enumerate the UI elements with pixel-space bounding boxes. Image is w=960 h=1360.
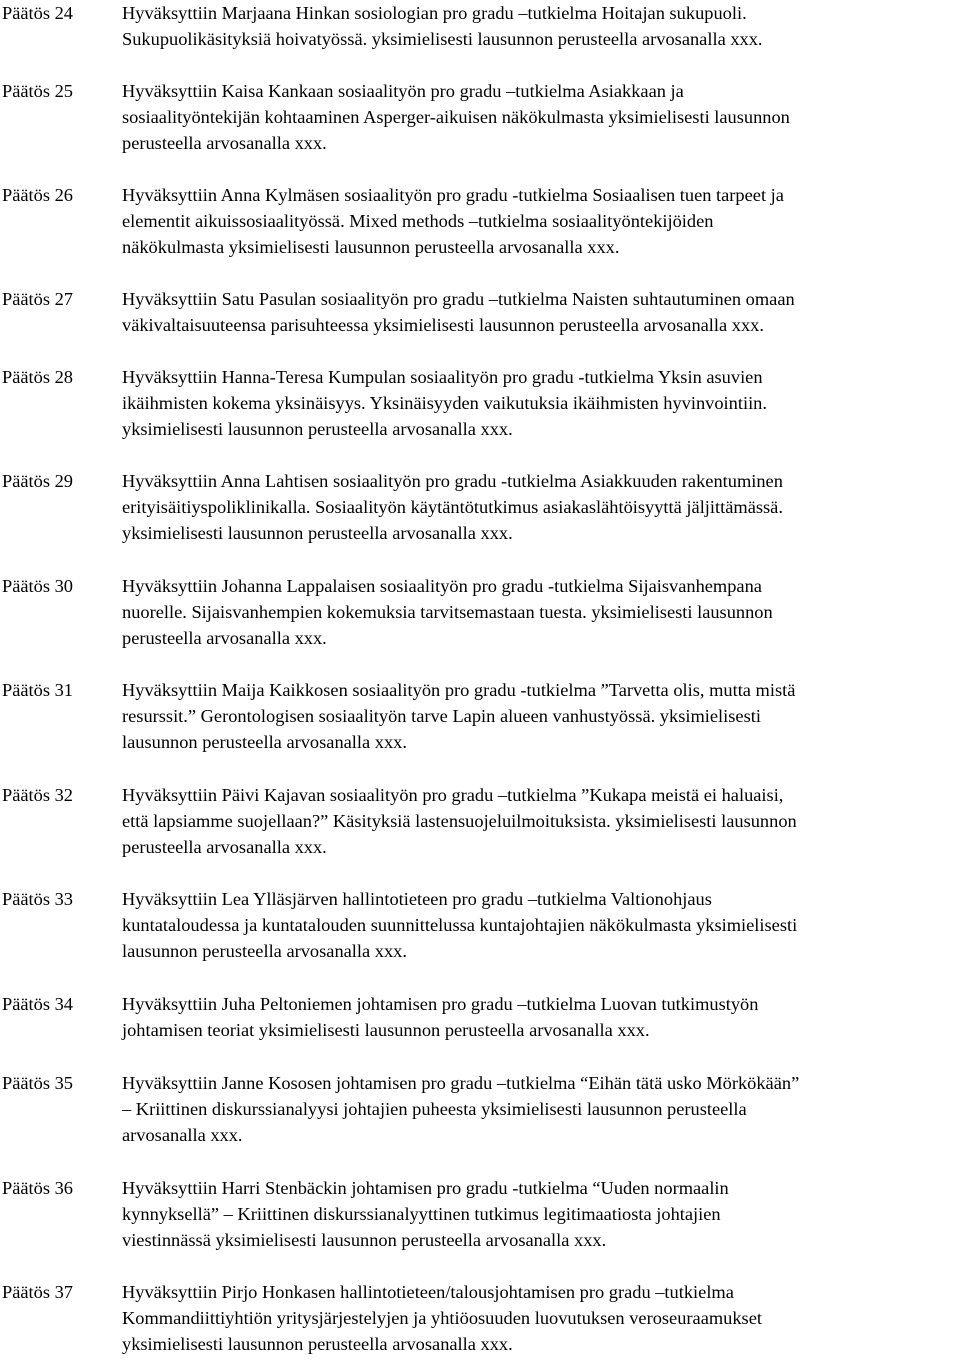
decision-text-line: resurssit.” Gerontologisen sosiaalityön tarve Lapin alueen vanhustyössä. yksimielisesti	[122, 706, 761, 726]
decision-label: Päätös 34	[2, 994, 74, 1014]
decision-text-line: Sukupuolikäsityksiä hoivatyössä. yksimielisesti lausunnon perusteella arvosanalla xxx.	[122, 29, 763, 49]
decision-text	[122, 1279, 956, 1357]
decision-text	[122, 286, 956, 338]
decision-text-line: yksimielisesti lausunnon perusteella arvosanalla xxx.	[122, 523, 513, 543]
decision-text-line: yksimielisesti lausunnon perusteella arvosanalla xxx.	[122, 419, 513, 439]
decision-text-line: viestinnässä yksimielisesti lausunnon perusteella arvosanalla xxx.	[122, 1230, 607, 1250]
decision-label: Päätös 32	[2, 785, 74, 805]
decision-text-line: näkökulmasta yksimielisesti lausunnon perusteella arvosanalla xxx.	[122, 237, 620, 257]
decision-text-line: elementit aikuissosiaalityössä. Mixed methods –tutkielma sosiaalityöntekijöiden	[122, 211, 714, 231]
decision-text-line: Hyväksyttiin Johanna Lappalaisen sosiaalityön pro gradu -tutkielma Sijaisvanhempana	[122, 576, 762, 596]
decision-text-line: arvosanalla xxx.	[122, 1125, 243, 1145]
decision-label: Päätös 31	[2, 680, 74, 700]
decision-text	[122, 468, 956, 546]
decision-label: Päätös 29	[2, 471, 74, 491]
decision-label: Päätös 26	[2, 185, 74, 205]
decision-text	[122, 1070, 956, 1148]
decision-text-line: Hyväksyttiin Anna Lahtisen sosiaalityön pro gradu -tutkielma Asiakkuuden rakentuminen	[122, 471, 783, 491]
decision-text-line: lausunnon perusteella arvosanalla xxx.	[122, 941, 407, 961]
decision-label: Päätös 37	[2, 1282, 74, 1302]
decision-text-line: Hyväksyttiin Janne Kososen johtamisen pro gradu –tutkielma “Eihän tätä usko Mörkökään”	[122, 1073, 800, 1093]
decision-text-line: väkivaltaisuuteensa parisuhteessa yksimielisesti lausunnon perusteella arvosanalla xxx.	[122, 315, 764, 335]
decision-text-line: perusteella arvosanalla xxx.	[122, 628, 327, 648]
decision-text-line: Hyväksyttiin Juha Peltoniemen johtamisen pro gradu –tutkielma Luovan tutkimustyön	[122, 994, 759, 1014]
decision-text-line: Hyväksyttiin Kaisa Kankaan sosiaalityön pro gradu –tutkielma Asiakkaan ja	[122, 81, 684, 101]
decision-label: Päätös 28	[2, 367, 74, 387]
decision-text-line: kynnyksellä” – Kriittinen diskurssianalyyttinen tutkimus legitimaatiosta johtajien	[122, 1204, 721, 1224]
decision-text	[122, 677, 956, 755]
decision-label: Päätös 30	[2, 576, 74, 596]
decision-text-line: johtamisen teoriat yksimielisesti lausunnon perusteella arvosanalla xxx.	[122, 1020, 650, 1040]
decision-text	[122, 0, 956, 52]
decision-text-line: Hyväksyttiin Pirjo Honkasen hallintotieteen/talousjohtamisen pro gradu –tutkielma	[122, 1282, 734, 1302]
decision-text	[122, 782, 956, 860]
decision-label: Päätös 25	[2, 81, 74, 101]
decision-label: Päätös 36	[2, 1178, 74, 1198]
decision-text-line: että lapsiamme suojellaan?” Käsityksiä lastensuojeluilmoituksista. yksimielisesti lausunnon	[122, 811, 797, 831]
decision-text-line: Hyväksyttiin Hanna-Teresa Kumpulan sosiaalityön pro gradu -tutkielma Yksin asuvien	[122, 367, 763, 387]
decision-label: Päätös 24	[2, 3, 74, 23]
decision-text-line: lausunnon perusteella arvosanalla xxx.	[122, 732, 407, 752]
decision-text-line: Hyväksyttiin Marjaana Hinkan sosiologian pro gradu –tutkielma Hoitajan sukupuoli.	[122, 3, 747, 23]
decision-text-line: Hyväksyttiin Maija Kaikkosen sosiaalityön pro gradu -tutkielma ”Tarvetta olis, mutta mistä	[122, 680, 796, 700]
decision-text	[122, 886, 956, 964]
decision-text-line: perusteella arvosanalla xxx.	[122, 837, 327, 857]
decision-text	[122, 573, 956, 651]
decision-text	[122, 991, 956, 1043]
decision-label: Päätös 33	[2, 889, 74, 909]
decision-text-line: perusteella arvosanalla xxx.	[122, 133, 327, 153]
decision-text-line: Hyväksyttiin Päivi Kajavan sosiaalityön pro gradu –tutkielma ”Kukapa meistä ei haluaisi,	[122, 785, 784, 805]
decision-text-line: Hyväksyttiin Lea Ylläsjärven hallintotieteen pro gradu –tutkielma Valtionohjaus	[122, 889, 712, 909]
decision-text	[122, 364, 956, 442]
decision-text-line: nuorelle. Sijaisvanhempien kokemuksia tarvitsemastaan tuesta. yksimielisesti lausunnon	[122, 602, 773, 622]
decision-text	[122, 78, 956, 156]
decision-text	[122, 182, 956, 260]
decision-text-line: Hyväksyttiin Satu Pasulan sosiaalityön pro gradu –tutkielma Naisten suhtautuminen omaan	[122, 289, 795, 309]
decision-label: Päätös 27	[2, 289, 74, 309]
decision-text-line: Kommandiittiyhtiön yritysjärjestelyjen ja yhtiöosuuden luovutuksen veroseuraamukset	[122, 1308, 762, 1328]
decision-text	[122, 1175, 956, 1253]
decision-text-line: Hyväksyttiin Harri Stenbäckin johtamisen pro gradu -tutkielma “Uuden normaalin	[122, 1178, 729, 1198]
decision-text-line: erityisäitiyspoliklinikalla. Sosiaalityön käytäntötutkimus asiakaslähtöisyyttä jäljittämässä.	[122, 497, 783, 517]
decision-text-line: kuntataloudessa ja kuntatalouden suunnittelussa kuntajohtajien näkökulmasta yksimielisesti	[122, 915, 798, 935]
decision-label: Päätös 35	[2, 1073, 74, 1093]
decision-text-line: yksimielisesti lausunnon perusteella arvosanalla xxx.	[122, 1334, 513, 1354]
decision-text-line: ikäihmisten kokema yksinäisyys. Yksinäisyyden vaikutuksia ikäihmisten hyvinvointiin.	[122, 393, 767, 413]
decision-text-line: sosiaalityöntekijän kohtaaminen Asperger-aikuisen näkökulmasta yksimielisesti lausunnon	[122, 107, 790, 127]
decision-text-line: Hyväksyttiin Anna Kylmäsen sosiaalityön pro gradu -tutkielma Sosiaalisen tuen tarpeet ja	[122, 185, 784, 205]
decision-text-line: – Kriittinen diskurssianalyysi johtajien puheesta yksimielisesti lausunnon perusteella	[122, 1099, 747, 1119]
